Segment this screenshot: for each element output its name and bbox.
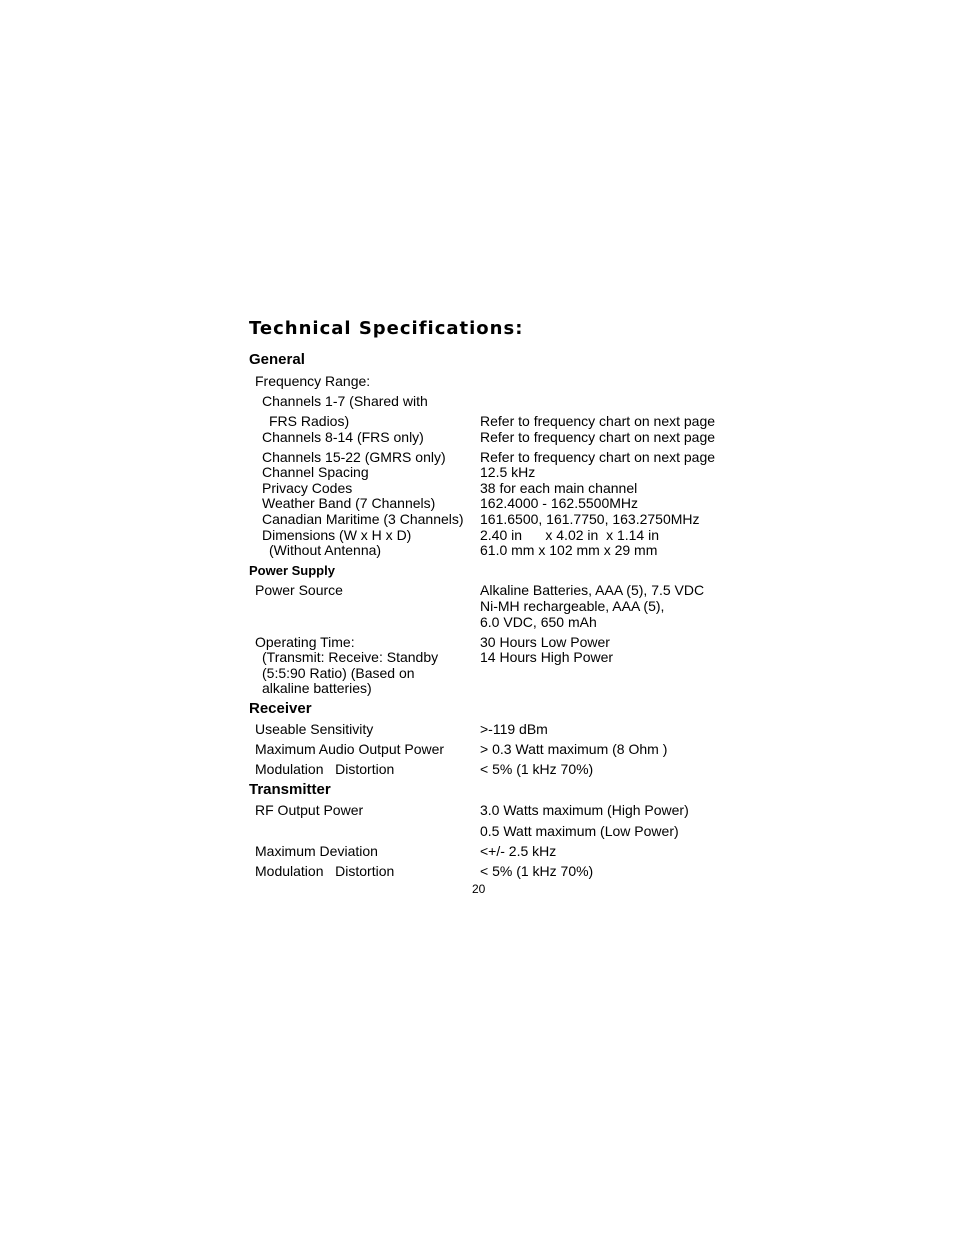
canadian-maritime-label: Canadian Maritime (3 Channels) (262, 511, 464, 527)
page-title: Technical Specifications: (249, 318, 524, 339)
useable-sensitivity-label: Useable Sensitivity (255, 721, 374, 737)
max-deviation-value: <+/- 2.5 kHz (480, 843, 557, 859)
receiver-distortion-value: < 5% (1 kHz 70%) (480, 761, 594, 777)
dimensions-value-inches: 2.40 in x 4.02 in x 1.14 in (480, 527, 659, 543)
operating-time-sublabel-1: (Transmit: Receive: Standby (262, 649, 439, 665)
audio-output-label: Maximum Audio Output Power (255, 741, 445, 757)
section-receiver: Receiver (249, 700, 312, 717)
channels-8-14-label: Channels 8-14 (FRS only) (262, 429, 424, 445)
power-source-label: Power Source (255, 582, 343, 598)
rf-output-value-1: 3.0 Watts maximum (High Power) (480, 802, 689, 818)
dimensions-sublabel: (Without Antenna) (269, 542, 382, 558)
channels-15-22-label: Channels 15-22 (GMRS only) (262, 449, 446, 465)
transmitter-distortion-value: < 5% (1 kHz 70%) (480, 863, 594, 879)
operating-time-label: Operating Time: (255, 634, 355, 650)
receiver-distortion-label: Modulation Distortion (255, 761, 395, 777)
privacy-codes-value: 38 for each main channel (480, 480, 638, 496)
page-number: 20 (472, 882, 486, 896)
section-general: General (249, 351, 305, 368)
rf-output-value-2: 0.5 Watt maximum (Low Power) (480, 823, 679, 839)
channels-1-7-label: Channels 1-7 (Shared with (262, 393, 428, 409)
useable-sensitivity-value: >-119 dBm (480, 721, 548, 737)
max-deviation-label: Maximum Deviation (255, 843, 378, 859)
channel-spacing-value: 12.5 kHz (480, 464, 536, 480)
channels-1-7-label-cont: FRS Radios) (269, 413, 350, 429)
power-source-value-2: Ni-MH rechargeable, AAA (5), (480, 598, 665, 614)
weather-band-value: 162.4000 - 162.5500MHz (480, 495, 638, 511)
operating-time-sublabel-3: alkaline batteries) (262, 680, 372, 696)
section-power-supply: Power Supply (249, 563, 335, 578)
dimensions-label: Dimensions (W x H x D) (262, 527, 412, 543)
transmitter-distortion-label: Modulation Distortion (255, 863, 395, 879)
power-source-value-3: 6.0 VDC, 650 mAh (480, 614, 597, 630)
channel-spacing-label: Channel Spacing (262, 464, 369, 480)
rf-output-label: RF Output Power (255, 802, 364, 818)
channels-1-7-value: Refer to frequency chart on next page (480, 413, 716, 429)
operating-time-value-2: 14 Hours High Power (480, 649, 614, 665)
audio-output-value: > 0.3 Watt maximum (8 Ohm ) (480, 741, 668, 757)
operating-time-sublabel-2: (5:5:90 Ratio) (Based on (262, 665, 415, 681)
canadian-maritime-value: 161.6500, 161.7750, 163.2750MHz (480, 511, 700, 527)
weather-band-label: Weather Band (7 Channels) (262, 495, 436, 511)
section-transmitter: Transmitter (249, 781, 331, 798)
channels-8-14-value: Refer to frequency chart on next page (480, 429, 716, 445)
dimensions-value-mm: 61.0 mm x 102 mm x 29 mm (480, 542, 658, 558)
privacy-codes-label: Privacy Codes (262, 480, 353, 496)
frequency-range-label: Frequency Range: (255, 373, 371, 389)
power-source-value-1: Alkaline Batteries, AAA (5), 7.5 VDC (480, 582, 705, 598)
operating-time-value-1: 30 Hours Low Power (480, 634, 610, 650)
channels-15-22-value: Refer to frequency chart on next page (480, 449, 716, 465)
